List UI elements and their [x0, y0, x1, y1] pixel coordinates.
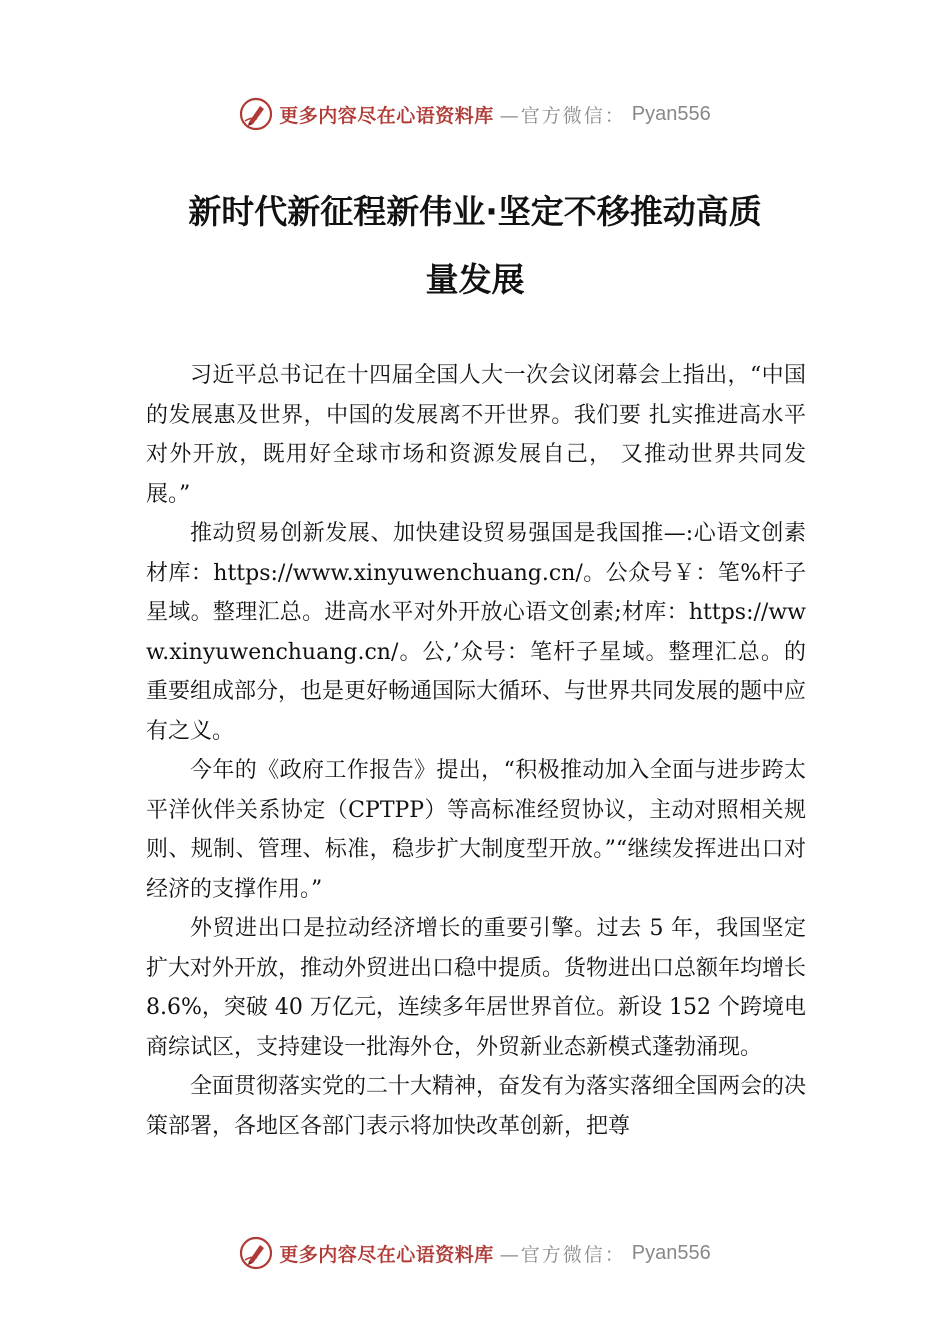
pen-nib-logo-icon [239, 97, 273, 131]
header-banner [0, 94, 950, 134]
banner-wechat-id: Pyan556 [631, 1241, 711, 1264]
paragraph: 今年的《政府工作报告》提出，“积极推动加入全面与进步跨太平洋伙伴关系协定（CPTPP）等高标准经贸协议，主动对照相关规则、规制、管理、标准，稳步扩大制度型开放。”“继续发挥进出口对经济的支撑作用。” [146, 758, 806, 902]
paragraph: 推动贸易创新发展、加快建设贸易强国是我国推—:心语文创素材库：https://www.xinyuwenchuang.cn/。公众号￥：笔%杆子星域。整理汇总。进高水平对外开放心语文创素;材库：https://www.xinyuwenchuang.cn/。公,’众号：笔杆子星域。整理汇总。的重要组成部分，也是更好畅通国际大循环、与世界共同发展的题中应有之义。 [146, 521, 807, 744]
document-title-line-2: 量发展 [425, 260, 525, 299]
document-title-line-1: 新时代新征程新伟业·坚定不移推动高质 [188, 192, 762, 231]
paragraph: 外贸进出口是拉动经济增长的重要引擎。过去 5 年，我国坚定扩大对外开放，推动外贸进出口稳中提质。货物进出口总额年均增长 8.6%，突破 40 万亿元，连续多年居世界首位。新设 152 个跨境电商综试区，支持建设一批海外仓，外贸新业态新模式蓬勃涌现。 [146, 916, 807, 1060]
banner-library-text: 更多内容尽在心语资料库 [279, 1243, 494, 1266]
footer-banner [0, 1233, 950, 1273]
banner-library-text: 更多内容尽在心语资料库 [279, 104, 494, 127]
document-body [146, 356, 806, 1146]
paragraph: 全面贯彻落实党的二十大精神，奋发有为落实落细全国两会的决策部署，各地区各部门表示将加快改革创新，把尊 [146, 1074, 807, 1139]
pen-nib-logo-icon [239, 1236, 273, 1270]
banner-wechat-label: —官方微信： [499, 1243, 626, 1266]
banner-wechat-id: Pyan556 [631, 102, 711, 125]
paragraph: 习近平总书记在十四届全国人大一次会议闭幕会上指出，“中国的发展惠及世界，中国的发展离不开世界。我们要 扎实推进高水平对外开放，既用好全球市场和资源发展自己， 又推动世界共同发展。” [146, 363, 806, 507]
banner-wechat-label: —官方微信： [499, 104, 626, 127]
